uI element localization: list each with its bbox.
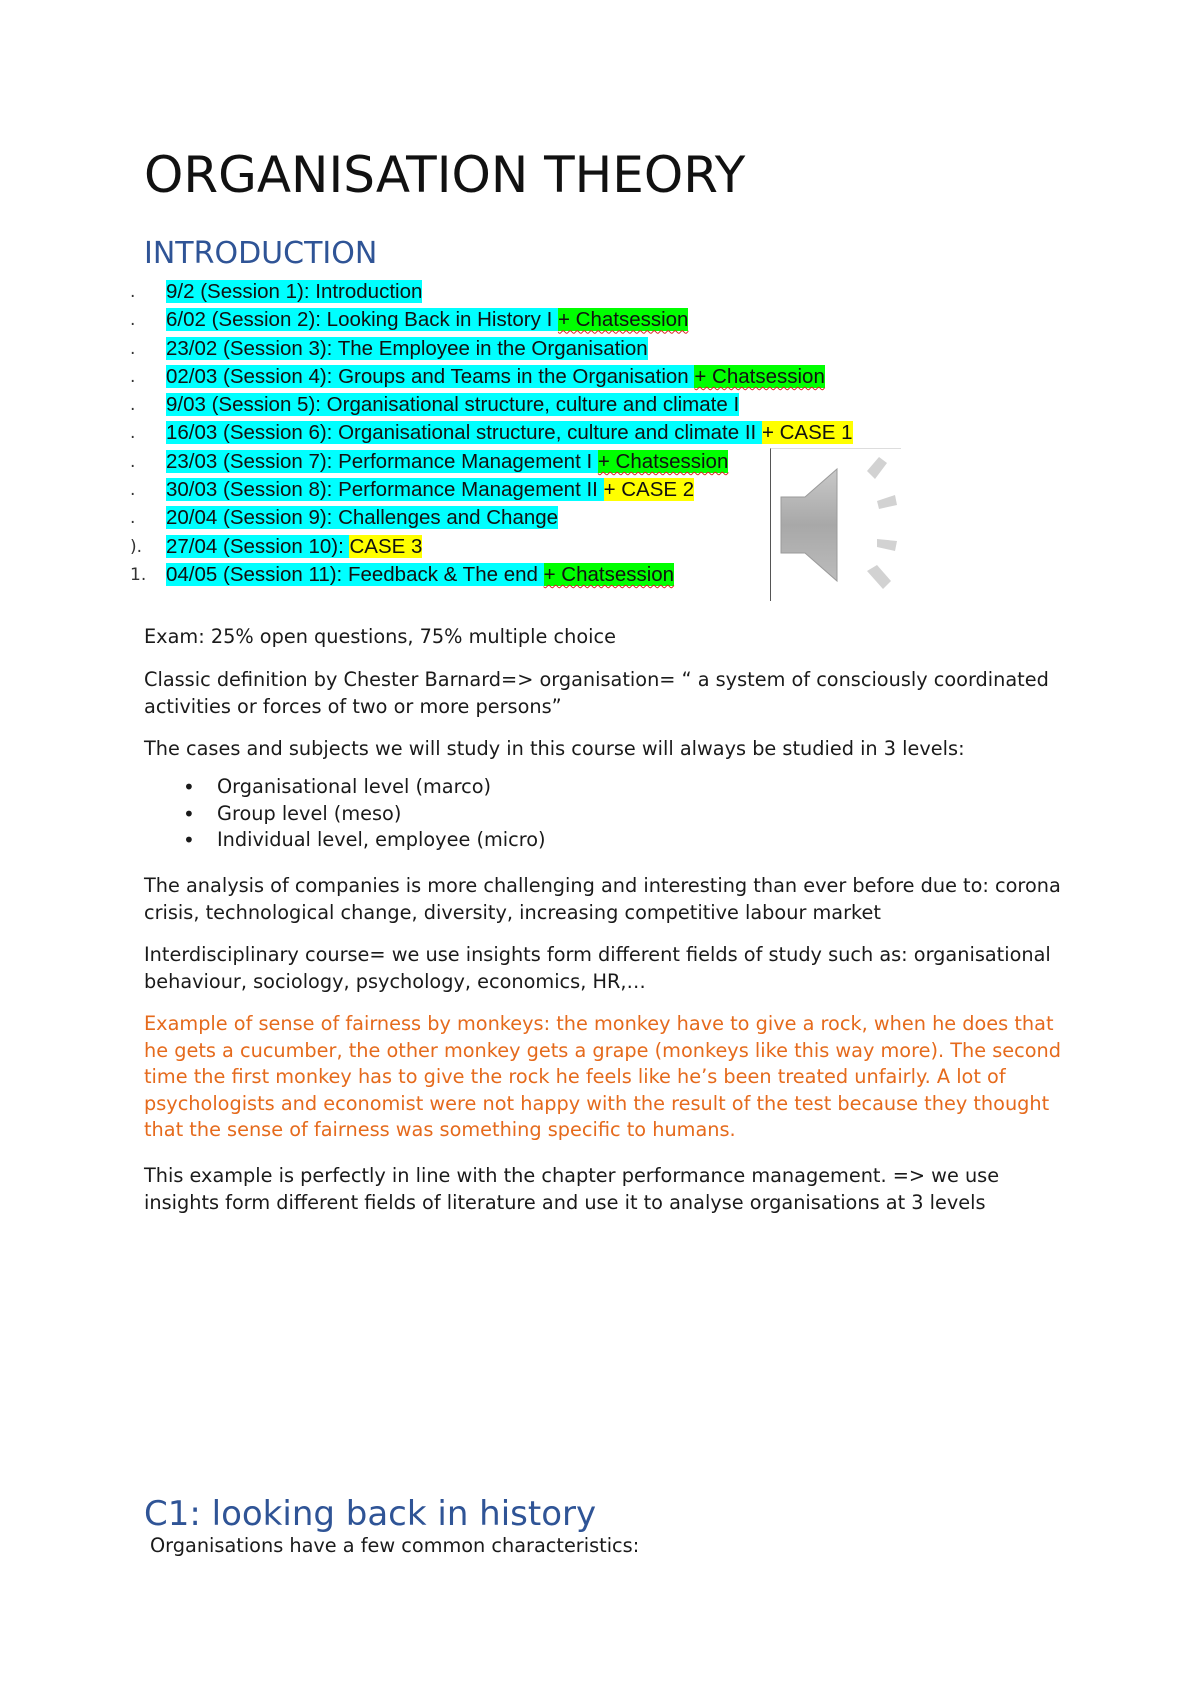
session-text-part: 02/03 (Session 4): Groups and Teams in the Organisation bbox=[166, 364, 695, 388]
classic-definition: Classic definition by Chester Barnard=> organisation= “ a system of consciously coordinated activities or forces of two or more persons” bbox=[144, 668, 1049, 718]
c1-intro: Organisations have a few common characteristics: bbox=[150, 1534, 640, 1557]
session-text bbox=[166, 391, 739, 419]
session-text bbox=[166, 533, 422, 561]
session-text bbox=[166, 448, 728, 476]
list-item: • Group level (meso) bbox=[160, 801, 546, 828]
session-number: . bbox=[130, 508, 136, 529]
session-number: . bbox=[130, 423, 136, 444]
session-text-part: + Chatsession bbox=[557, 308, 689, 332]
speaker-icon bbox=[771, 449, 901, 601]
session-number: . bbox=[130, 310, 136, 331]
session-text-part: + CASE 1 bbox=[761, 421, 853, 445]
session-text bbox=[166, 561, 674, 589]
session-text-part: 20/04 (Session 9): Challenges and Change bbox=[166, 506, 559, 530]
session-text-part: + Chatsession bbox=[694, 364, 825, 388]
exam-info: Exam: 25% open questions, 75% multiple choice bbox=[144, 625, 616, 648]
session-text-part: 16/03 (Session 6): Organisational structure, culture and climate II bbox=[166, 421, 762, 445]
session-text-part: 23/03 (Session 7): Performance Management I bbox=[166, 449, 598, 473]
levels-list bbox=[160, 774, 546, 854]
session-text-part: + Chatsession bbox=[597, 449, 729, 473]
interdisciplinary-paragraph: Interdisciplinary course= we use insights form different fields of study such as: organisational behaviour, sociology, psychology, economics, HR,… bbox=[144, 943, 1051, 993]
session-number: . bbox=[130, 338, 136, 359]
analysis-paragraph: The analysis of companies is more challenging and interesting than ever before due to: corona crisis, technological change, diversity, increasing competitive labour market bbox=[144, 874, 1061, 924]
session-number: . bbox=[130, 480, 136, 501]
c1-heading: C1: looking back in history bbox=[144, 1494, 597, 1534]
monkey-example: Example of sense of fairness by monkeys: the monkey have to give a rock, when he does that he gets a cucumber, the other monkey gets a grape (monkeys like this way more). The second time the first monkey has to give the rock he feels like he’s been treated unfairly. A lot of psychologists and economist were not happy with the result of the test because they thought that the sense of fairness was something specific to humans. bbox=[144, 1012, 1061, 1141]
session-text-part: 9/03 (Session 5): Organisational structure, culture and climate I bbox=[166, 393, 740, 417]
session-text bbox=[166, 363, 825, 391]
session-text bbox=[166, 419, 853, 447]
session-number: . bbox=[130, 395, 136, 416]
session-text bbox=[166, 278, 422, 306]
session-text bbox=[166, 504, 558, 532]
session-number: ). bbox=[130, 536, 143, 557]
session-number: 1. bbox=[130, 564, 147, 585]
example-conclusion: This example is perfectly in line with the chapter performance management. => we use insights form different fields of literature and use it to analyse organisations at 3 levels bbox=[144, 1164, 1000, 1214]
session-text-part: 23/02 (Session 3): The Employee in the Organisation bbox=[166, 336, 648, 360]
session-text bbox=[166, 306, 688, 334]
session-number: . bbox=[130, 451, 136, 472]
session-text bbox=[166, 476, 694, 504]
session-text bbox=[166, 335, 648, 363]
session-text-part: 27/04 (Session 10): bbox=[166, 534, 350, 558]
session-text-part: 9/2 (Session 1): Introduction bbox=[166, 280, 423, 303]
session-text-part: + CASE 2 bbox=[603, 478, 695, 502]
list-item: • Organisational level (marco) bbox=[160, 774, 546, 801]
session-text-part: 04/05 (Session 11): Feedback & The end bbox=[166, 562, 544, 586]
document-title: ORGANISATION THEORY bbox=[144, 146, 746, 204]
introduction-heading: INTRODUCTION bbox=[144, 236, 378, 271]
audio-object[interactable] bbox=[770, 448, 901, 601]
session-text-part: 30/03 (Session 8): Performance Management II bbox=[166, 478, 604, 502]
session-text-part: + Chatsession bbox=[543, 562, 675, 586]
levels-intro: The cases and subjects we will study in this course will always be studied in 3 levels: bbox=[144, 737, 965, 760]
session-number: . bbox=[130, 366, 136, 387]
list-item: • Individual level, employee (micro) bbox=[160, 827, 546, 854]
session-number: . bbox=[130, 282, 136, 302]
session-text-part: 6/02 (Session 2): Looking Back in History I bbox=[166, 308, 558, 332]
session-text-part: CASE 3 bbox=[349, 534, 423, 558]
